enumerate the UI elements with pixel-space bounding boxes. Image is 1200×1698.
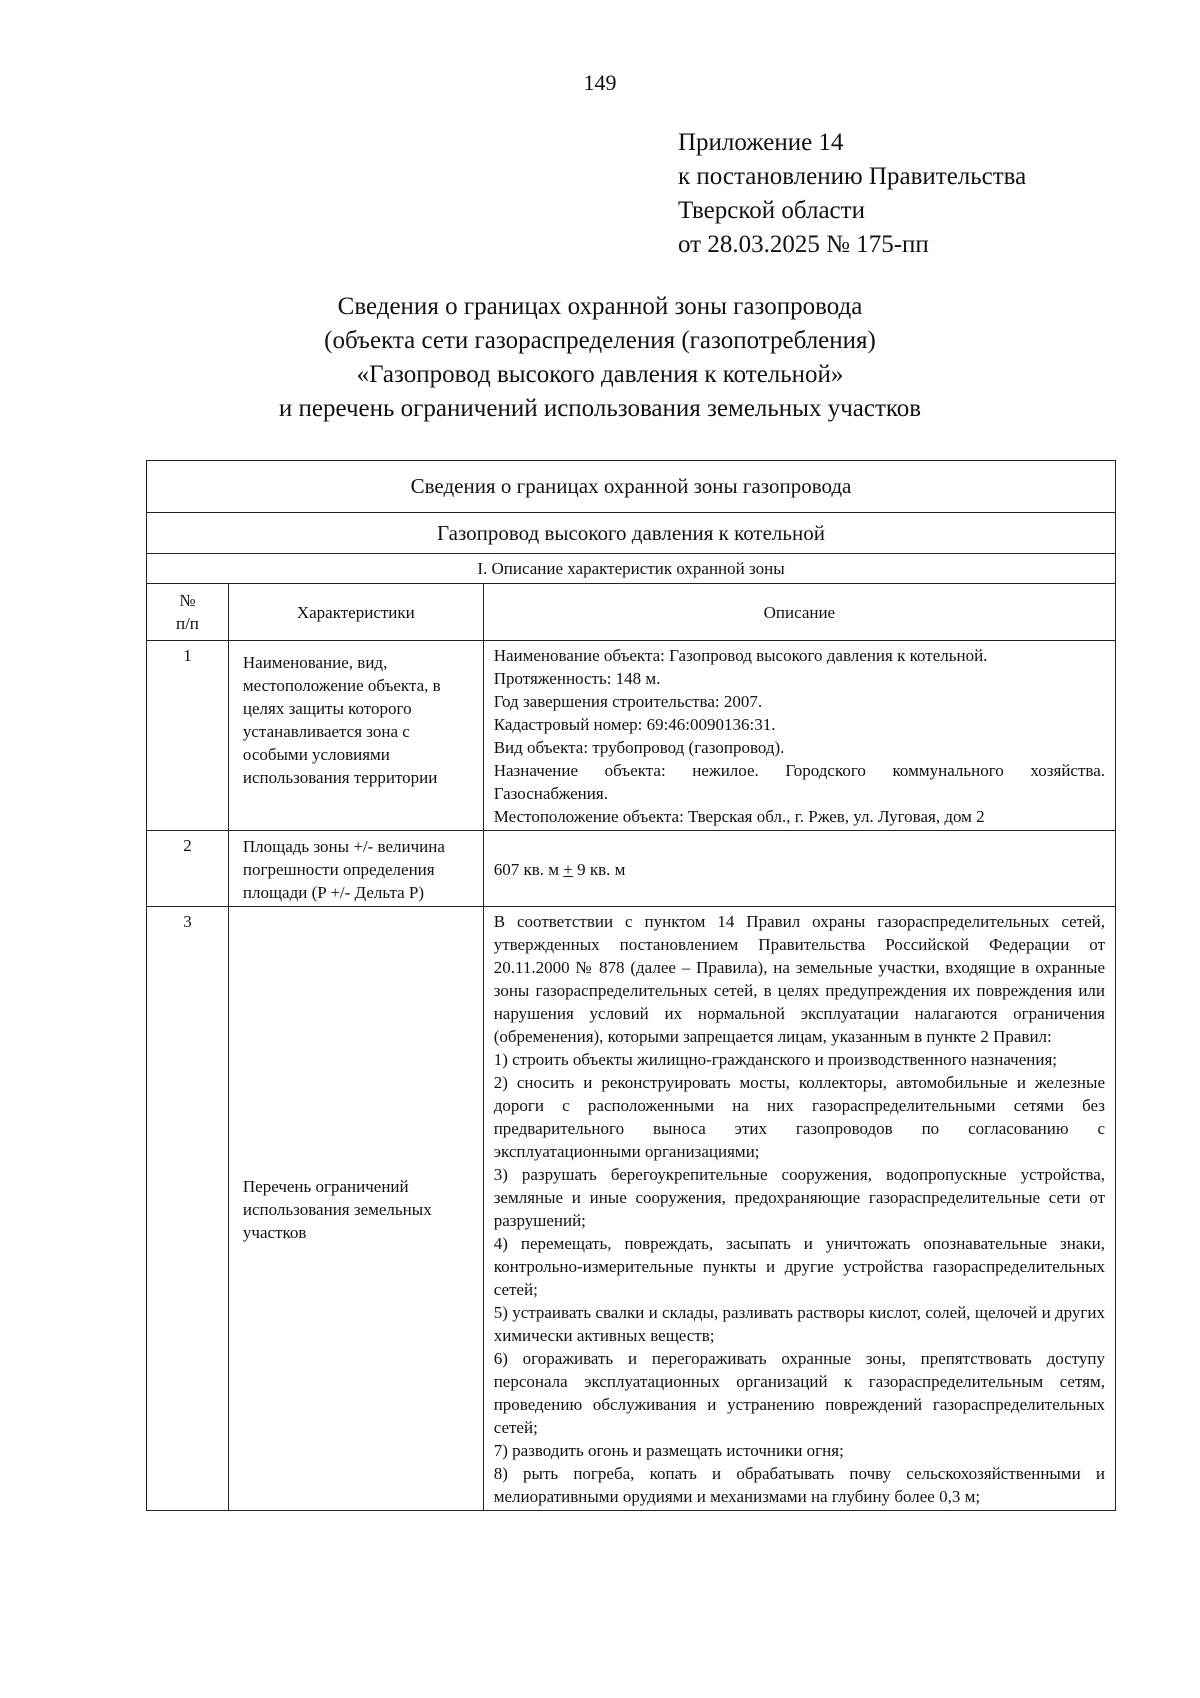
area-value: 607 кв. м	[493, 859, 564, 879]
restriction-item: 4) перемещать, повреждать, засыпать и уничтожать опознавательные знаки, контрольно-измерительные пункты и другие устройства газораспределительных сетей;	[493, 1234, 1105, 1299]
title-line: «Газопровод высокого давления к котельной»	[356, 361, 844, 388]
plus-minus-sign: +	[563, 859, 573, 879]
appendix-block	[678, 126, 1026, 262]
row-characteristic: Перечень ограничений использования земельных участков	[228, 907, 483, 1511]
description-line: В соответствии с пунктом 14 Правил охраны газораспределительных сетей, утвержденных постановлением Правительства Российской Федерации от 20.11.2000 № 878 (далее – Правила), на земельные участки, входящие в охранные зоны газораспределительных сетей, в целях предупреждения их повреждения или нарушения условий их нормальной эксплуатации налагаются ограничения (обременения), которыми запрещается лицам, указанным в пункте 2 Правил:	[493, 912, 1105, 1046]
row-number: 3	[147, 907, 229, 1511]
column-header-characteristics: Характеристики	[228, 584, 483, 641]
row-characteristic: Площадь зоны +/- величина погрешности определения площади (P +/- Дельта P)	[228, 831, 483, 907]
table-row	[147, 831, 1116, 907]
row-characteristic: Наименование, вид, местоположение объекта, в целях защиты которого устанавливается зона с особыми условиями использования территории	[228, 641, 483, 831]
column-header-number-line: №	[179, 591, 196, 610]
description-line: Местоположение объекта: Тверская обл., г. Ржев, ул. Луговая, дом 2	[493, 807, 985, 826]
table-header-row	[147, 461, 1116, 513]
appendix-line: от 28.03.2025 № 175-пп	[678, 231, 929, 258]
row-number: 1	[147, 641, 229, 831]
restriction-item: 1) строить объекты жилищно-гражданского и производственного назначения;	[493, 1050, 1058, 1069]
title-line: и перечень ограничений использования земельных участков	[278, 395, 922, 422]
description-line: Год завершения строительства: 2007.	[493, 692, 763, 711]
row-description	[483, 641, 1115, 831]
table-row	[147, 641, 1116, 831]
table-header-row	[147, 554, 1116, 584]
table-header-object: Газопровод высокого давления к котельной	[147, 513, 1116, 554]
restriction-item: 2) сносить и реконструировать мосты, коллекторы, автомобильные и железные дороги с расположенными на них газораспределительными сетями без предварительного выноса этих газопроводов по согласованию с эксплуатационными организациями;	[493, 1073, 1105, 1161]
table-header-section: I. Описание характеристик охранной зоны	[147, 554, 1116, 584]
restriction-item: 5) устраивать свалки и склады, разливать растворы кислот, солей, щелочей и других химически активных веществ;	[493, 1303, 1105, 1345]
title-line: (объекта сети газораспределения (газопотребления)	[324, 327, 876, 354]
row-description	[483, 831, 1115, 907]
page-number: 149	[583, 70, 617, 95]
appendix-line: Приложение 14	[678, 129, 844, 156]
description-line: Назначение объекта: нежилое. Городского коммунального хозяйства. Газоснабжения.	[493, 761, 1105, 803]
column-header-number	[147, 584, 229, 641]
description-line: Вид объекта: трубопровод (газопровод).	[493, 738, 785, 757]
description-line: Кадастровый номер: 69:46:0090136:31.	[493, 715, 776, 734]
table-row	[147, 907, 1116, 1511]
appendix-line: Тверской области	[678, 197, 865, 224]
table-header-main: Сведения о границах охранной зоны газопровода	[147, 461, 1116, 513]
appendix-line: к постановлению Правительства	[678, 163, 1027, 190]
document-title	[0, 290, 1200, 426]
title-line: Сведения о границах охранной зоны газопровода	[337, 293, 863, 320]
row-description	[483, 907, 1115, 1511]
column-header-number-line: п/п	[175, 614, 199, 633]
table-header-row	[147, 513, 1116, 554]
column-header-description: Описание	[483, 584, 1115, 641]
restriction-item: 6) огораживать и перегораживать охранные зоны, препятствовать доступу персонала эксплуатационных организаций к газораспределительным сетям, проведению обслуживания и устранению повреждений газораспределительных сетей;	[493, 1349, 1105, 1437]
zone-info-table	[146, 460, 1116, 1511]
restriction-item: 8) рыть погреба, копать и обрабатывать почву сельскохозяйственными и мелиоративными орудиями и механизмами на глубину более 0,3 м;	[493, 1464, 1105, 1506]
area-tolerance: 9 кв. м	[572, 859, 626, 879]
row-number: 2	[147, 831, 229, 907]
description-line: Протяженность: 148 м.	[493, 669, 661, 688]
column-header-row	[147, 584, 1116, 641]
description-line: Наименование объекта: Газопровод высокого давления к котельной.	[493, 646, 988, 665]
restriction-item: 3) разрушать берегоукрепительные сооружения, водопропускные устройства, земляные и иные сооружения, предохраняющие газораспределительные сети от разрушений;	[493, 1165, 1105, 1230]
restriction-item: 7) разводить огонь и размещать источники огня;	[493, 1441, 844, 1460]
